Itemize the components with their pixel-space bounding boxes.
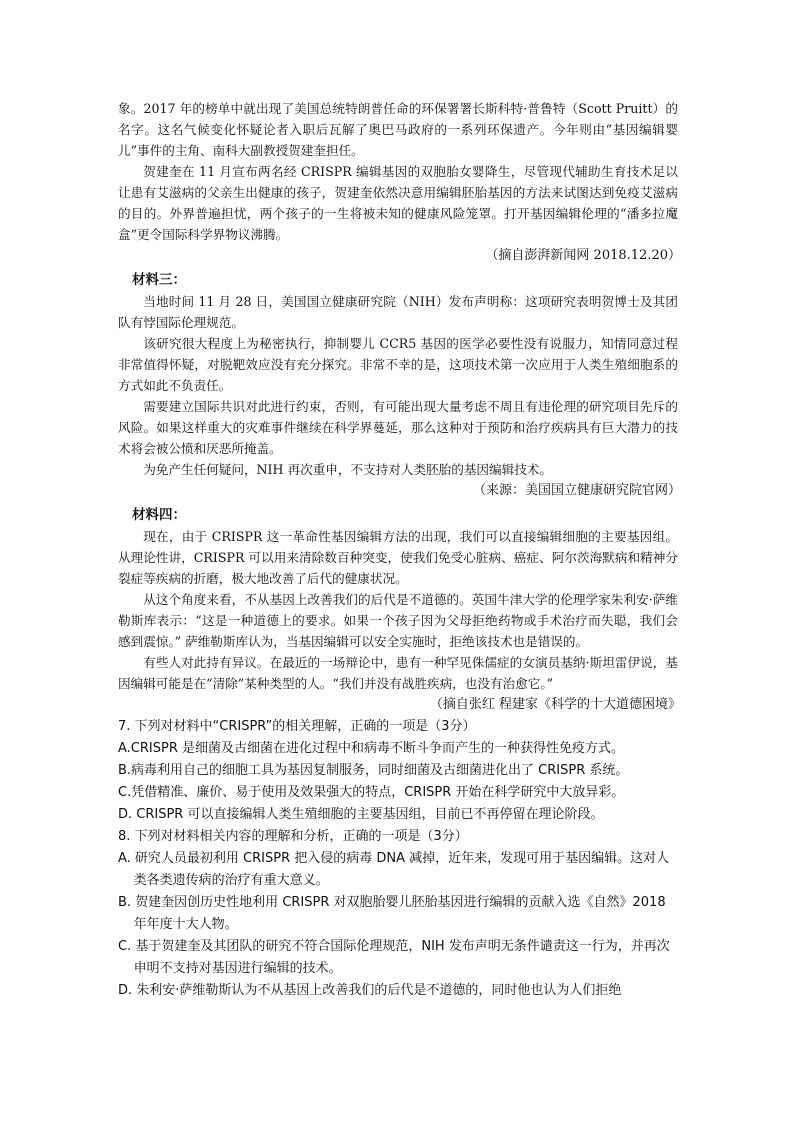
heading-material-4: 材料四：	[132, 507, 186, 523]
material-3-paragraph-1: 当地时间 11 月 28 日，美国国立健康研究院（NIH）发布声明称：这项研究表明贺博士及其团队有悖国际伦理规范。	[118, 294, 678, 330]
heading-material-3: 材料三：	[132, 272, 186, 288]
material-4-paragraph-2: 从这个角度来看，不从基因上改善我们的后代是不道德的。英国牛津大学的伦理学家朱利安·萨维勒斯库表示：“这是一种道德上的要求。如果一个孩子因为父母拒绝药物或手术治疗而失聪，我们会感到震惊。” 萨维勒斯库认为，当基因编辑可以安全实施时，拒绝该技术也是错误的。	[118, 592, 678, 649]
question-8-option-d: D. 朱利安·萨维勒斯认为不从基因上改善我们的后代是不道德的，同时他也认为人们拒绝	[118, 983, 622, 998]
question-8-option-b: B. 贺建奎因创历史性地利用 CRISPR 对双胞胎婴儿胚胎基因进行编辑的贡献入选《自然》2018 年年度十大人物。	[118, 895, 666, 932]
material-3-paragraph-2: 该研究很大程度上为秘密执行，抑制婴儿 CCR5 基因的医学必要性没有说服力，知情同意过程非常值得怀疑，对脱靶效应没有充分探究。非常不幸的是，这项技术第一次应用于人类生殖细胞系的方式如此不负责任。	[118, 336, 678, 393]
question-7-option-a: A.CRISPR 是细菌及古细菌在进化过程中和病毒不断斗争而产生的一种获得性免疫方式。	[118, 741, 624, 756]
material-4-paragraph-3: 有些人对此持有异议。在最近的一场辩论中，患有一种罕见侏儒症的女演员基纳·斯坦雷伊说，基因编辑可能是在“清除”某种类型的人。“我们并没有战胜疾病，也没有治愈它。”	[118, 655, 678, 691]
source-material-2: （摘自澎湃新闻网 2018.12.20）	[485, 248, 681, 263]
question-7-stem: 7. 下列对材料中“CRISPR”的相关理解，正确的一项是（3分）	[118, 719, 476, 734]
question-8-option-a: A. 研究人员最初利用 CRISPR 把入侵的病毒 DNA 减掉，近年来，发现可用于基因编辑。这对人类各类遗传病的治疗有重大意义。	[118, 851, 670, 888]
source-material-3: （来源：美国国立健康研究院官网）	[472, 483, 681, 498]
question-7-option-b: B.病毒利用自己的细胞工具为基因复制服务，同时细菌及古细菌进化出了 CRISPR 系统。	[118, 763, 629, 778]
page-content	[118, 98, 681, 1002]
paragraph-he-jiankui: 贺建奎在 11 月宣布两名经 CRISPR 编辑基因的双胞胎女婴降生，尽管现代辅助生育技术足以让患有艾滋病的父亲生出健康的孩子，贺建奎依然决意用编辑胚胎基因的方法来试图达到免疫艾滋病的目的。外界普遍担忧，两个孩子的一生将被未知的健康风险笼罩。打开基因编辑伦理的“潘多拉魔盒”更令国际科学界物议沸腾。	[118, 164, 678, 242]
material-3-paragraph-4: 为免产生任何疑问，NIH 再次重申，不支持对人类胚胎的基因编辑技术。	[143, 462, 552, 477]
question-8-stem: 8. 下列对材料相关内容的理解和分析，正确的一项是（3分）	[118, 829, 468, 844]
paragraph-intro: 象。2017 年的榜单中就出现了美国总统特朗普任命的环保署署长斯科特·普鲁特（Scott Pruitt）的名字。这名气候变化怀疑论者入职后瓦解了奥巴马政府的一系列环保遗产。今年则由“基因编辑婴儿”事件的主角、南科大副教授贺建奎担任。	[118, 101, 678, 158]
material-3-paragraph-3: 需要建立国际共识对此进行约束，否则，有可能出现大量考虑不周且有违伦理的研究项目先斥的风险。如果这样重大的灾难事件继续在科学界蔓延，那么这种对于预防和治疗疾病具有巨大潜力的技术将会被公愤和厌恶所掩盖。	[118, 399, 678, 456]
source-material-4: （摘自张红 程建家《科学的十大道德困境》	[429, 697, 681, 712]
question-7-option-d: D. CRISPR 可以直接编辑人类生殖细胞的主要基因组，目前已不再停留在理论阶段。	[118, 807, 604, 822]
question-8-option-c: C. 基于贺建奎及其团队的研究不符合国际伦理规范，NIH 发布声明无条件谴责这一行为，并再次申明不支持对基因进行编辑的技术。	[118, 939, 670, 976]
material-4-paragraph-1: 现在，由于 CRISPR 这一革命性基因编辑方法的出现，我们可以直接编辑细胞的主要基因组。从理论性讲，CRISPR 可以用来清除数百种突变，使我们免受心脏病、癌症、阿尔茨海默病和精神分裂症等疾病的折磨，极大地改善了后代的健康状况。	[118, 529, 678, 586]
question-7-option-c: C.凭借精准、廉价、易于使用及效果强大的特点，CRISPR 开始在科学研究中大放异彩。	[118, 785, 625, 800]
